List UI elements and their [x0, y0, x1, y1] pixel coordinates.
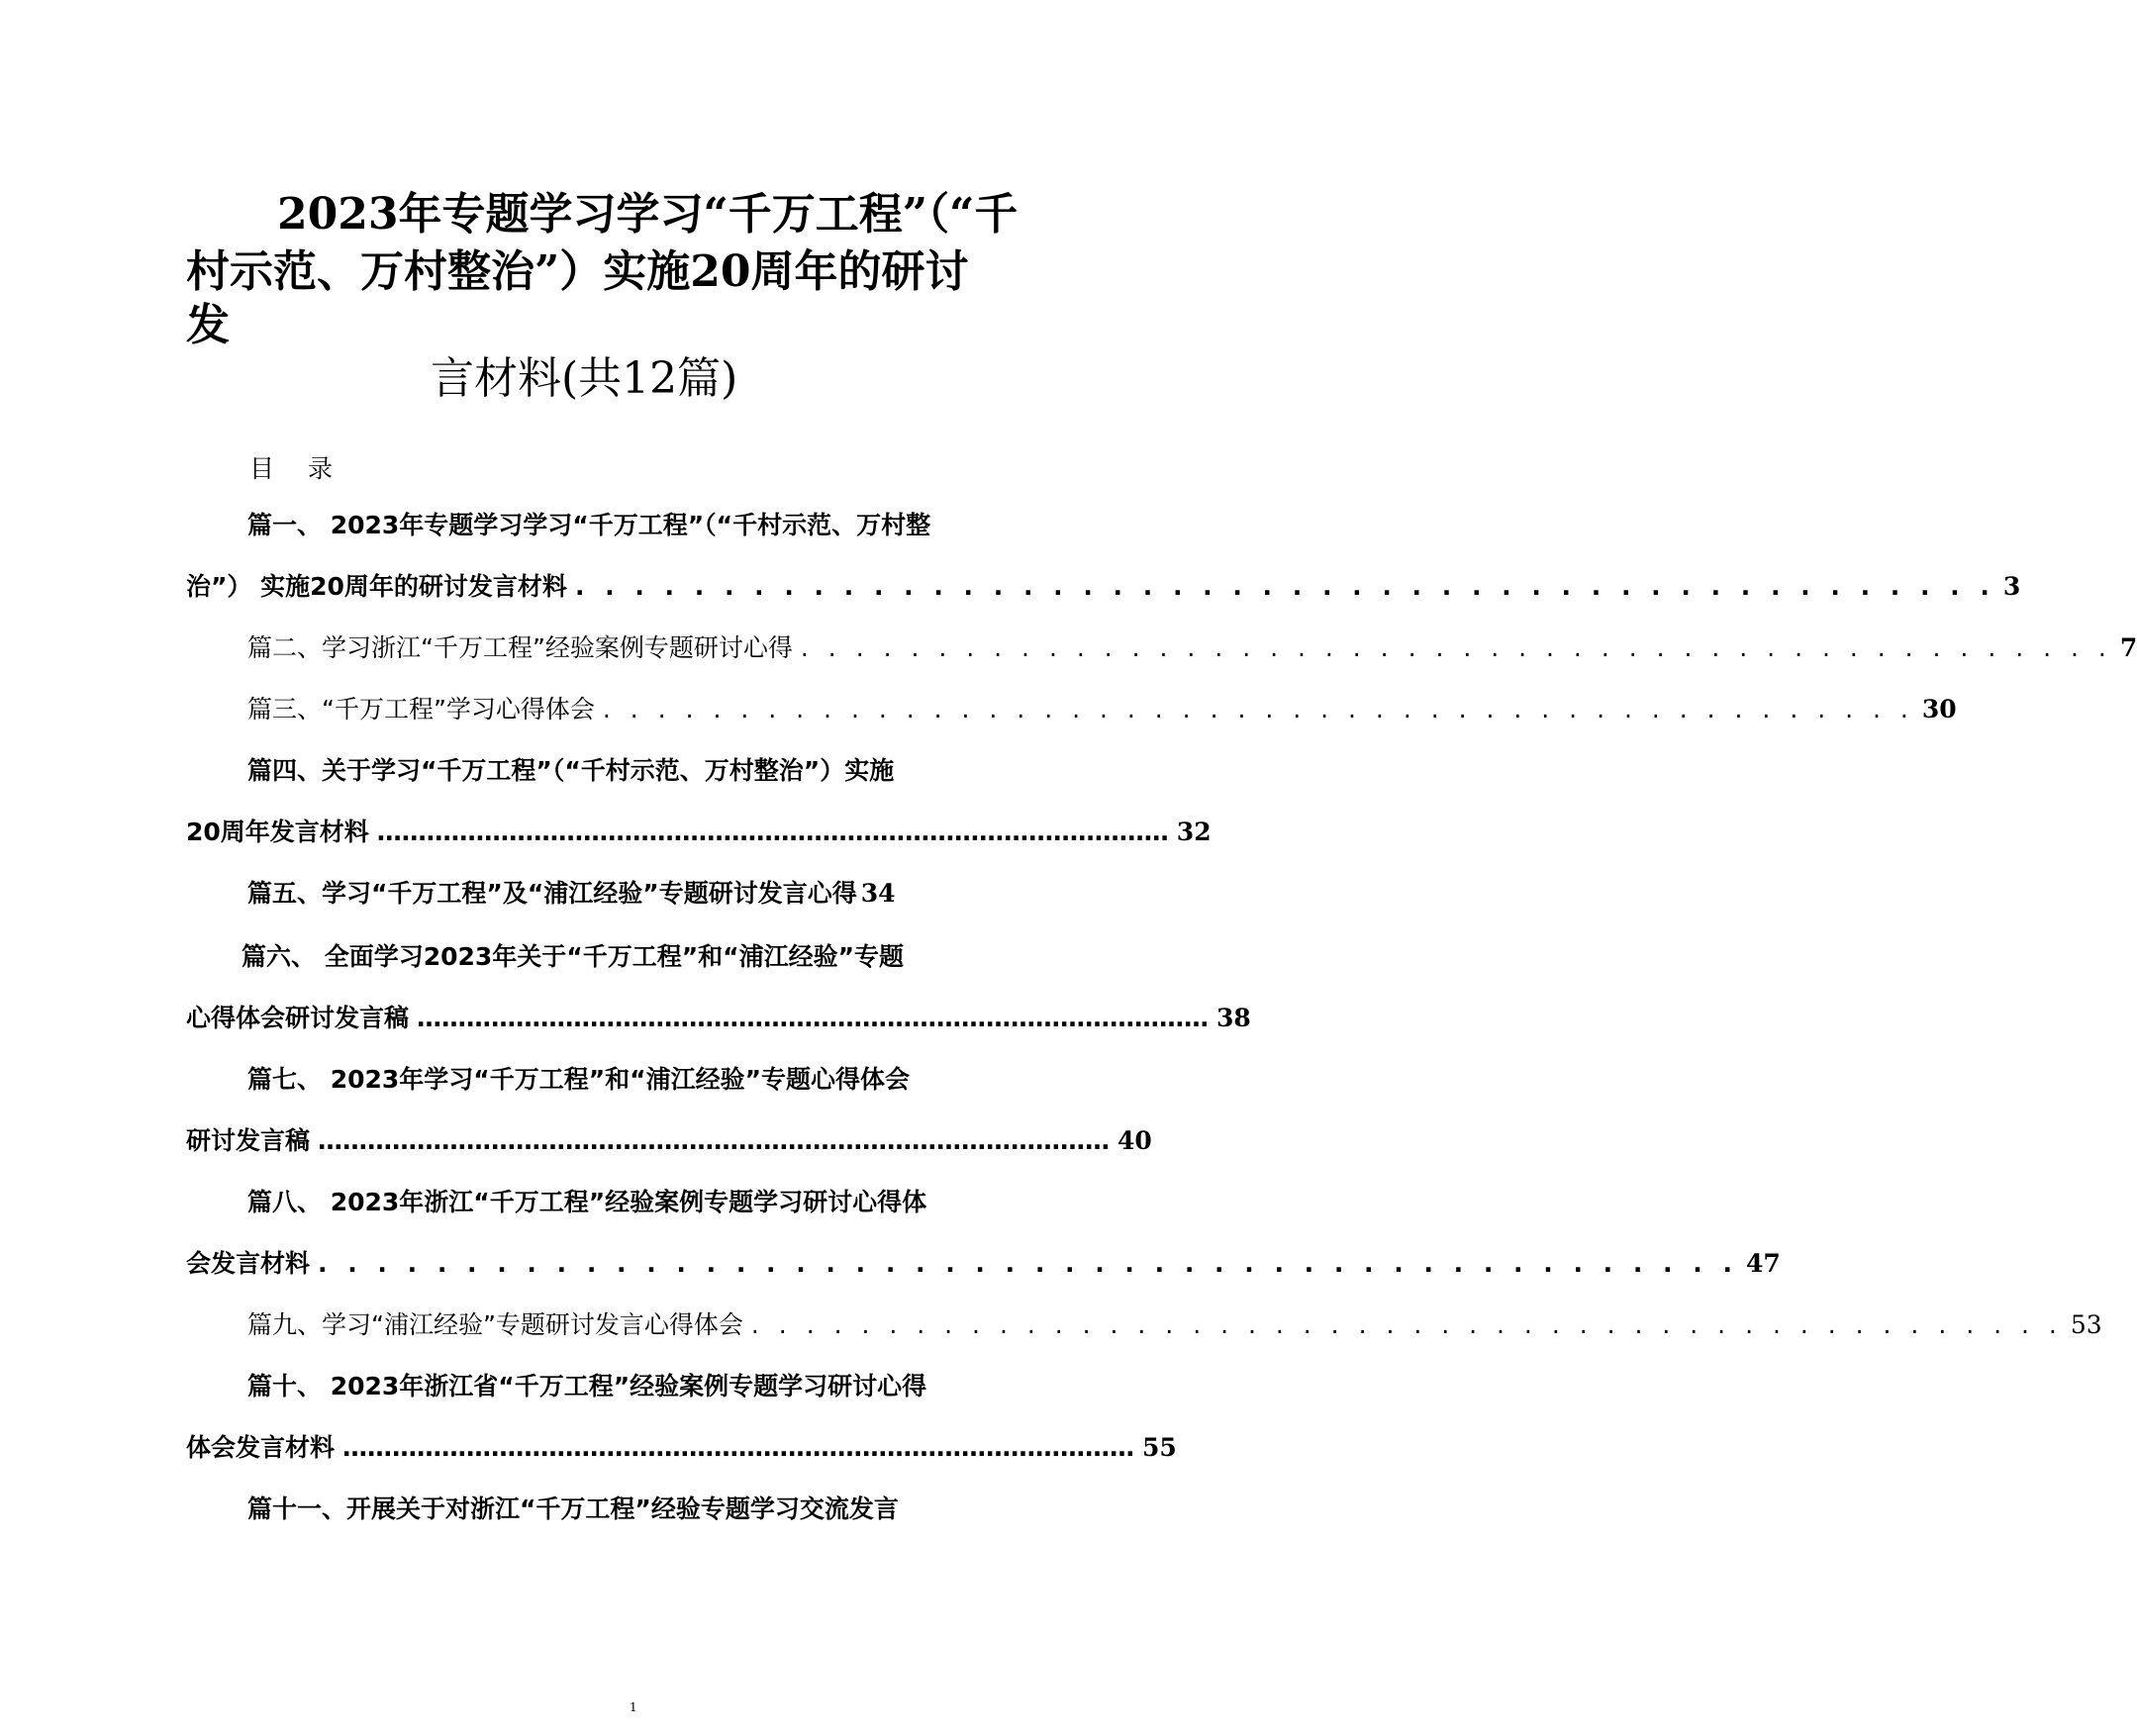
toc-page-number: 7 — [2119, 633, 2137, 662]
toc-leader-dots: . . . . . . . . . . . . . . . . . . . . . . . . . . . . . . . . . . . . . . . . . . . . . . . . — [574, 572, 1995, 601]
toc-entry-text: 篇四、关于学习“千万工程”（“千村示范、万村整治”）实施 — [247, 756, 895, 785]
toc-entry-4-line-1[interactable] — [247, 754, 1037, 788]
toc-leader-dots: …………………………………………………………………………………… — [376, 818, 1169, 846]
toc-entry-3[interactable] — [247, 693, 1957, 726]
toc-page-number: 47 — [1745, 1249, 1781, 1278]
toc-entry-4-line-2[interactable] — [186, 816, 1212, 849]
toc-leader-dots: . . . . . . . . . . . . . . . . . . . . . . . . . . . . . . . . . . . . . . . . . . . . . . . . — [800, 633, 2112, 662]
toc-leader-dots: . . . . . . . . . . . . . . . . . . . . . . . . . . . . . . . . . . . . . . . . . . . . . . . . — [318, 1249, 1738, 1278]
toc-entry-11[interactable] — [247, 1493, 1037, 1526]
toc-page-number: 34 — [860, 879, 896, 908]
toc-page-number: 53 — [2070, 1310, 2102, 1339]
toc-page-number: 40 — [1117, 1126, 1152, 1155]
toc-entry-text: 心得体会研讨发言稿 — [186, 1004, 410, 1032]
document-title-line-3: 发 — [186, 300, 230, 350]
toc-leader-dots: . . . . . . . . . . . . . . . . . . . . . . . . . . . . . . . . . . . . . . . . . . . . . . . . — [602, 695, 1914, 723]
toc-entry-text: 20周年发言材料 — [186, 818, 369, 846]
toc-entry-6-line-2[interactable] — [186, 1002, 1251, 1035]
toc-entry-10-line-2[interactable] — [186, 1431, 1177, 1465]
toc-heading: 目录 — [249, 454, 367, 483]
toc-entry-5[interactable] — [247, 877, 1037, 911]
toc-entry-9[interactable] — [247, 1308, 2102, 1342]
toc-entry-text: 研讨发言稿 — [186, 1126, 311, 1155]
toc-entry-text: 篇十、 2023年浙江省“千万工程”经验案例专题学习研讨心得 — [247, 1372, 927, 1400]
toc-entry-text: 治”） 实施20周年的研讨发言材料 — [186, 572, 567, 601]
toc-page-number: 3 — [2002, 572, 2021, 601]
document-title-line-4: 言材料(共12篇) — [431, 353, 738, 404]
page-number: 1 — [630, 1700, 637, 1714]
toc-entry-text: 篇九、学习“浦江经验”专题研讨发言心得体会 — [247, 1310, 743, 1339]
toc-entry-text: 篇十一、开展关于对浙江“千万工程”经验专题学习交流发言 — [247, 1495, 899, 1523]
toc-entry-text: 会发言材料 — [186, 1249, 311, 1278]
toc-entry-7-line-2[interactable] — [186, 1124, 1152, 1158]
toc-entry-1-line-2[interactable] — [186, 570, 2021, 604]
toc-entry-10-line-1[interactable] — [247, 1370, 1037, 1403]
toc-entry-8-line-2[interactable] — [186, 1247, 1781, 1281]
toc-page-number: 30 — [1921, 695, 1957, 723]
toc-entry-text: 篇六、 全面学习2023年关于“千万工程”和“浦江经验”专题 — [242, 942, 905, 971]
toc-leader-dots: . . . . . . . . . . . . . . . . . . . . . . . . . . . . . . . . . . . . . . . . . . . . . . . . — [750, 1310, 2063, 1339]
toc-page-number: 38 — [1216, 1004, 1251, 1032]
toc-entry-1-line-1[interactable] — [247, 509, 1037, 542]
document-title-line-2: 村示范、万村整治”）实施20周年的研讨 — [186, 246, 969, 297]
toc-entry-text: 篇一、 2023年专题学习学习“千万工程”（“千村示范、万村整 — [247, 511, 931, 539]
toc-entry-text: 篇八、 2023年浙江“千万工程”经验案例专题学习研讨心得体 — [247, 1188, 927, 1216]
toc-entry-text: 篇二、学习浙江“千万工程”经验案例专题研讨心得 — [247, 633, 793, 662]
document-title-line-1: 2023年专题学习学习“千万工程”（“千 — [277, 189, 1019, 240]
toc-entry-text: 篇七、 2023年学习“千万工程”和“浦江经验”专题心得体会 — [247, 1065, 911, 1094]
toc-entry-text: 体会发言材料 — [186, 1433, 336, 1462]
toc-entry-6-line-1[interactable] — [242, 940, 1037, 974]
toc-entry-8-line-1[interactable] — [247, 1186, 1037, 1219]
toc-entry-text: 篇五、学习“千万工程”及“浦江经验”专题研讨发言心得 — [247, 879, 857, 908]
toc-leader-dots: …………………………………………………………………………………… — [318, 1126, 1111, 1155]
toc-page-number: 55 — [1142, 1433, 1177, 1462]
toc-page-number: 32 — [1176, 818, 1212, 846]
toc-entry-text: 篇三、“千万工程”学习心得体会 — [247, 695, 595, 723]
toc-entry-7-line-1[interactable] — [247, 1063, 1037, 1097]
toc-leader-dots: …………………………………………………………………………………… — [417, 1004, 1210, 1032]
toc-leader-dots: …………………………………………………………………………………… — [342, 1433, 1135, 1462]
toc-entry-2[interactable] — [247, 631, 2137, 665]
